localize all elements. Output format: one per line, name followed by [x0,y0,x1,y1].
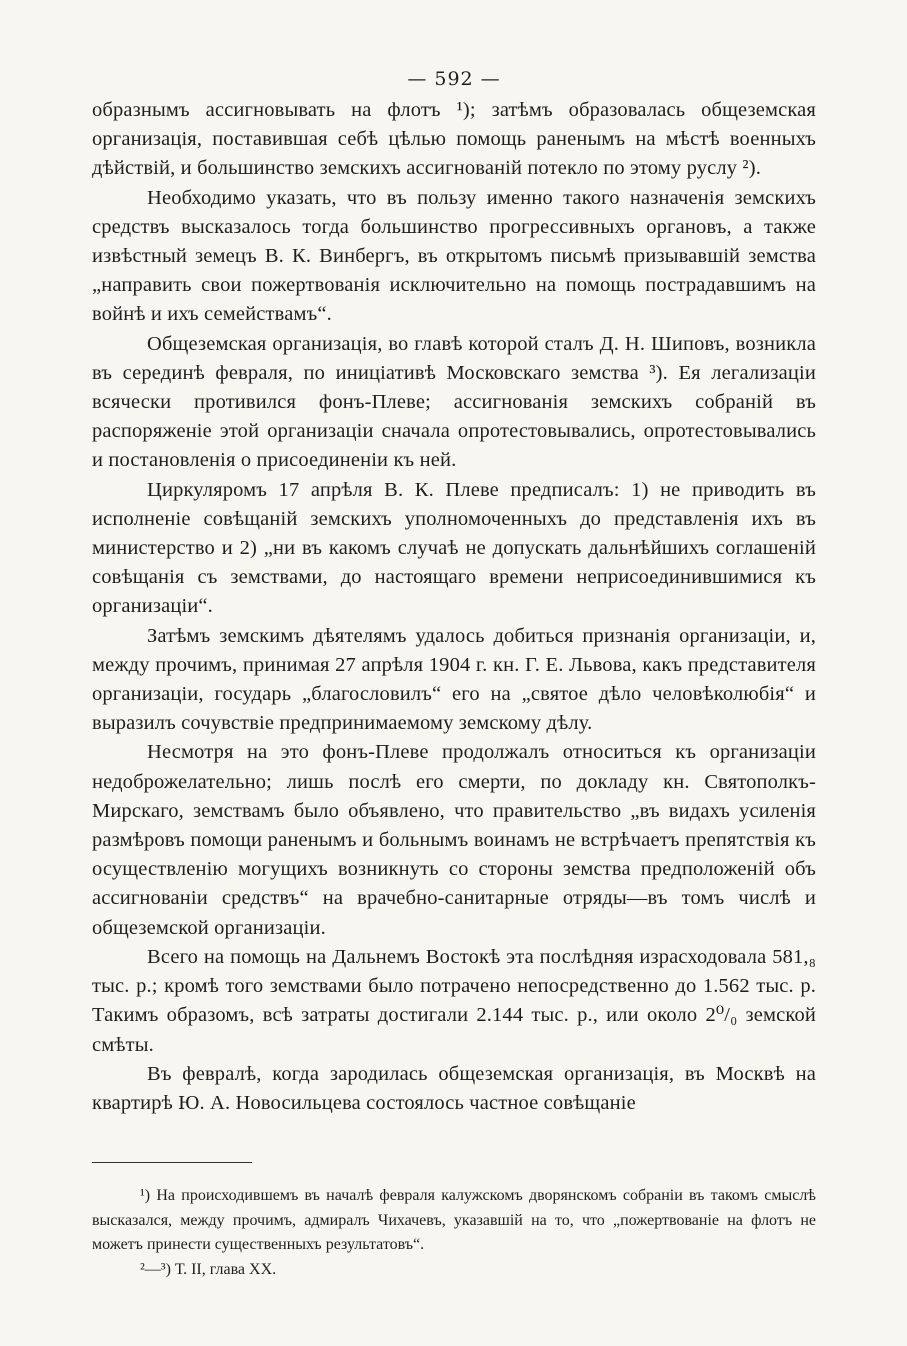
page-number: — 592 — [407,68,501,90]
page [92,62,816,1118]
main-text [92,96,816,1118]
footnote-1: ¹) На происходившемъ въ началѣ февраля калужскомъ дворянскомъ собраніи въ такомъ смыслѣ высказался, между прочимъ, адмиралъ Чихачевъ, указавшій на то, что „пожертвованіе на флотъ не можетъ принести существенныхъ результатовъ“. [92,1187,816,1253]
paragraph-5: Затѣмъ земскимъ дѣятелямъ удалось добиться признанія организаціи, и, между прочимъ, принимая 27 апрѣля 1904 г. кн. Г. Е. Львова, какъ представителя организаціи, государь „благословилъ“ его на „святое дѣло человѣколюбія“ и выразилъ сочувствіе предпринимаемому земскому дѣлу. [92,624,816,735]
footnotes [92,1184,816,1282]
paragraph-6: Несмотря на это фонъ-Плеве продолжалъ относиться къ организаціи недоброжелательно; лишь послѣ его смерти, по докладу кн. Святополкъ-Мирскаго, земствамъ было объявлено, что правительство „въ видахъ усиленія размѣровъ помощи раненымъ и больнымъ воинамъ не встрѣчаетъ препятствія къ осуществленію могущихъ возникнуть со стороны земства предположеній объ ассигнованіи средствъ“ на врачебно-санитарные отряды—въ томъ числѣ и общеземской организаціи. [92,741,816,939]
paragraph-1: образнымъ ассигновывать на флотъ ¹); затѣмъ образовалась общеземская организація, поставившая себѣ цѣлью помощь раненымъ на мѣстѣ военныхъ дѣйствій, и большинство земскихъ ассигнованій потекло по этому руслу ²). [92,99,816,180]
paragraph-4: Циркуляромъ 17 апрѣля В. К. Плеве предписалъ: 1) не приводить въ исполненіе совѣщаній земскихъ уполномоченныхъ до представленія ихъ въ министерство и 2) „ни въ какомъ случаѣ не допускать дальнѣйшихъ соглашеній совѣщанія съ земствами, до настоящаго времени неприсоединившимися къ организаціи“. [92,478,816,618]
footnote-divider [92,1162,252,1163]
paragraph-8: Въ февралѣ, когда зародилась общеземская организація, въ Москвѣ на квартирѣ Ю. А. Новосильцева состоялось частное совѣщаніе [92,1062,816,1114]
paragraph-7: Всего на помощь на Дальнемъ Востокѣ эта послѣдняя израсходовала 581,₈ тыс. р.; кромѣ того земствами было потрачено непосредственно до 1.562 тыс. р. Такимъ образомъ, всѣ затраты достигали 2.144 тыс. р., или около 2⁰/₀ земской смѣты. [92,945,816,1056]
paragraph-3: Общеземская организація, во главѣ которой сталъ Д. Н. Шиповъ, возникла въ серединѣ февраля, по иниціативѣ Московскаго земства ³). Ея легализаціи всячески противился фонъ-Плеве; ассигнованія земскихъ собраній въ распоряженіе этой организаціи сначала опротестовывались, опротестовывались и постановленія о присоединеніи къ ней. [92,332,816,472]
paragraph-2: Необходимо указать, что въ пользу именно такого назначенія земскихъ средствъ высказалось тогда большинство прогрессивныхъ органовъ, а также извѣстный земецъ В. К. Винбергъ, въ открытомъ письмѣ призывавшій земства „направить свои пожертвованія исключительно на помощь пострадавшимъ на войнѣ и ихъ семействамъ“. [92,186,816,326]
footnote-2: ²—³) Т. II, глава XX. [140,1260,277,1278]
